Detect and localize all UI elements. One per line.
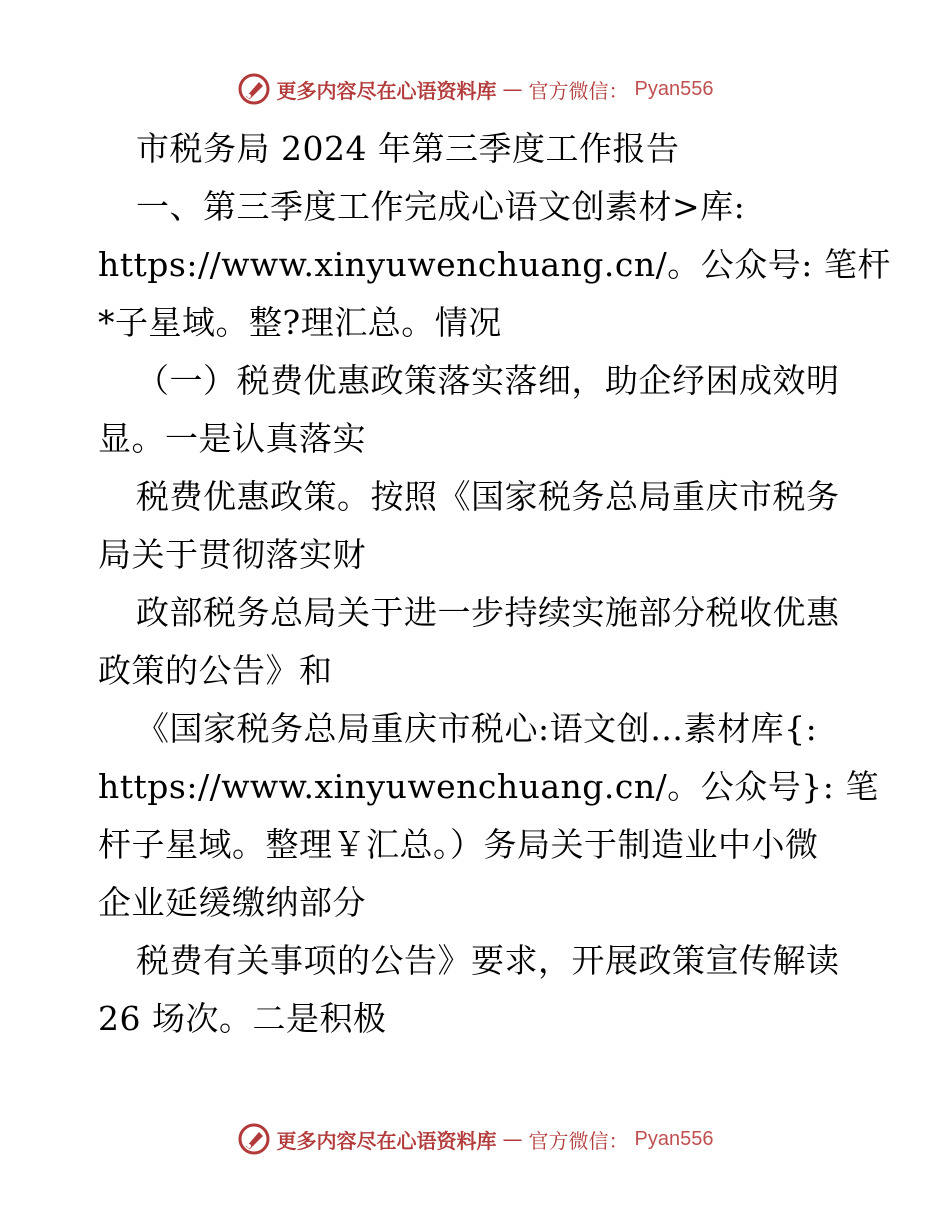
text-line: 杆子星域。整理￥汇总。）务局关于制造业中小微 [98,825,819,864]
document-body [98,120,891,1048]
text-line: 显。一是认真落实 [98,419,366,458]
watermark-separator: — [502,1127,523,1151]
pen-nib-logo-icon [237,1122,271,1156]
watermark-header [0,72,950,106]
text-line: 《国家税务总局重庆市税心:语文创…素材库{: [136,709,818,748]
watermark-wechat-id: Pyan556 [634,77,714,100]
watermark-brand: 更多内容尽在心语资料库 [276,78,497,103]
text-line: 税费优惠政策。按照《国家税务总局重庆市税务 [136,477,840,516]
text-line: https://www.xinyuwenchuang.cn/。公众号: 笔杆 [98,245,891,284]
watermark-brand: 更多内容尽在心语资料库 [276,1128,497,1153]
watermark-footer [0,1122,950,1156]
pen-nib-logo-icon [237,72,271,106]
text-line: 一、第三季度工作完成心语文创素材>库: [136,187,746,226]
text-line: 企业延缓缴纳部分 [98,883,366,922]
text-line: 政策的公告》和 [98,651,333,690]
text-line: 局关于贯彻落实财 [98,535,366,574]
watermark-label: 官方微信： [528,78,629,103]
text-line: 26 场次。二是积极 [98,999,387,1038]
text-line: （一）税费优惠政策落实落细，助企纾困成效明 [136,361,840,400]
watermark-separator: — [502,77,523,101]
text-line: *子星域。整?理汇总。情况 [98,303,502,342]
watermark-wechat-id: Pyan556 [634,1127,714,1150]
watermark-label: 官方微信： [528,1128,629,1153]
text-line: 税费有关事项的公告》要求，开展政策宣传解读 [136,941,840,980]
text-line: 政部税务总局关于进一步持续实施部分税收优惠 [136,593,840,632]
text-line: https://www.xinyuwenchuang.cn/。公众号}: 笔 [98,767,879,806]
document-title: 市税务局 2024 年第三季度工作报告 [136,129,680,168]
